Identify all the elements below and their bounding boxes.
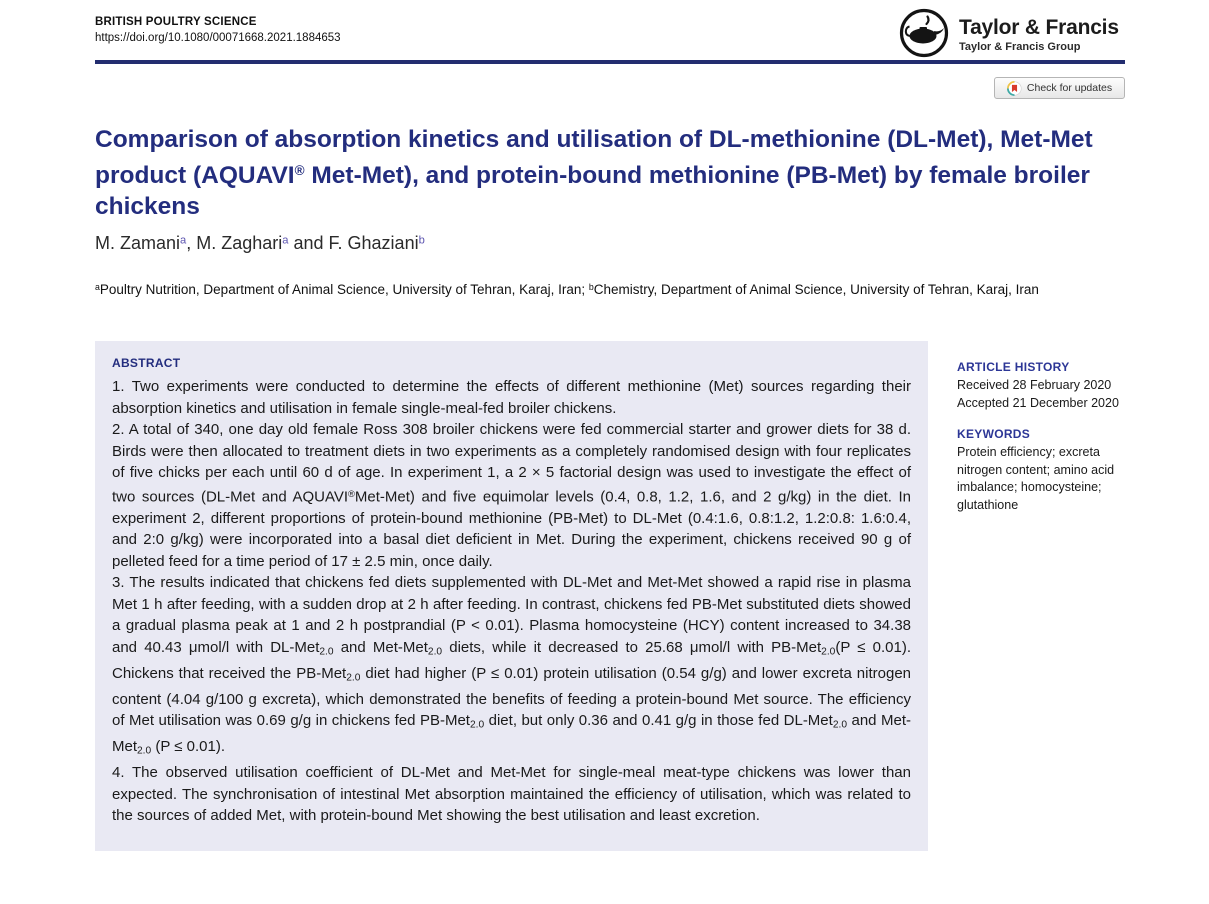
- publisher-text: [959, 14, 1119, 53]
- taylor-francis-logo: [898, 7, 1119, 59]
- article-meta-sidebar: [957, 341, 1130, 514]
- keywords-list: Protein efficiency; excreta nitrogen content; amino acid imbalance; homocysteine; glutathione: [957, 445, 1115, 512]
- abstract-paragraph-3: 3. The results indicated that chickens fed diets supplemented with DL-Met and Met-Met showed a rapid rise in plasma Met 1 h after feeding, with a sudden drop at 2 h after feeding. In contrast, chickens fed PB-Met substituted diets showed a gradual plasma peak at 1 and 2 h postprandial (P < 0.01). Plasma homocysteine (HCY) content increased to 34.38 and 40.43 μmol/l with DL-Met$_{2.0}$ and Met-Met$_{2.0}$ diets, while it decreased to 25.68 μmol/l with PB-Met$_{2.0}$(P ≤ 0.01). Chickens that received the PB-Met$_{2.0}$ diet had higher (P ≤ 0.01) protein utilisation (0.54 g/g) and lower excreta nitrogen content (4.04 g/100 g excreta), which demonstrated the benefits of feeding a protein-bound Met source. The efficiency of Met utilisation was 0.69 g/g in chickens fed PB-Met$_{2.0}$ diet, but only 0.36 and 0.41 g/g in those fed DL-Met$_{2.0}$ and Met-Met$_{2.0}$ (P ≤ 0.01).: [112, 574, 911, 757]
- abstract-paragraph-1: 1. Two experiments were conducted to determine the effects of different methionine (Met) sources regarding their absorption kinetics and utilisation in female single-meal-fed broiler chickens.: [112, 378, 911, 417]
- header-rule: [95, 60, 1125, 64]
- author-list: M. Zamani$^a$, M. Zaghari$^a$ and F. Ghaziani$^b$: [95, 233, 425, 253]
- affiliations: $^a$Poultry Nutrition, Department of Animal Science, University of Tehran, Karaj, Iran; $^b$Chemistry, Department of Animal Science, University of Tehran, Karaj, Iran: [95, 281, 1039, 297]
- received-date: Received 28 February 2020: [957, 378, 1112, 392]
- article-title: Comparison of absorption kinetics and utilisation of DL-methionine (DL-Met), Met-Met product (AQUAVI® Met-Met), and protein-bound methionine (PB-Met) by female broiler chickens: [95, 126, 1093, 221]
- abstract-section: [95, 341, 1130, 851]
- journal-name: BRITISH POULTRY SCIENCE: [95, 16, 257, 28]
- check-for-updates-label: Check for updates: [1026, 82, 1113, 94]
- journal-info: [95, 16, 341, 44]
- publisher-name: Taylor & Francis: [959, 15, 1119, 39]
- abstract-heading: ABSTRACT: [112, 356, 181, 370]
- doi-link[interactable]: https://doi.org/10.1080/00071668.2021.1884653: [95, 32, 341, 44]
- crossmark-icon: [1007, 81, 1022, 96]
- lamp-icon: [898, 7, 950, 59]
- abstract-box: [95, 341, 928, 851]
- keywords-heading: KEYWORDS: [957, 427, 1031, 441]
- article-history-heading: ARTICLE HISTORY: [957, 360, 1070, 374]
- abstract-paragraph-4: 4. The observed utilisation coefficient of DL-Met and Met-Met for single-meal meat-type chickens was lower than expected. The synchronisation of intestinal Met absorption maintained the efficiency of utilisation, which was related to the sources of added Met, with protein-bound Met showing the best utilisation and least excretion.: [112, 764, 911, 825]
- accepted-date: Accepted 21 December 2020: [957, 395, 1119, 410]
- abstract-paragraph-2: 2. A total of 340, one day old female Ross 308 broiler chickens were fed commercial starter and grower diets for 38 d. Birds were then allocated to treatment diets in two experiments as a completely randomised design with four replicates of five chicks per each until 60 d of age. In experiment 1, a 2 × 5 factorial design was used to investigate the effect of two sources (DL-Met and AQUAVI®Met-Met) and five equimolar levels (0.4, 0.8, 1.2, 1.6, and 2 g/kg) in the diet. In experiment 2, different proportions of protein-bound methionine (PB-Met) to DL-Met (0.4:1.6, 0.8:1.2, 1.2:0.8: 1.6:0.4, and 2:0 g/kg) were incorporated into a basal diet deficient in Met. During the experiment, chickens received 90 g of pelleted feed for a time period of 17 ± 2.5 min, once daily.: [112, 421, 911, 570]
- publisher-group: Taylor & Francis Group: [959, 40, 1081, 53]
- check-for-updates-button[interactable]: [994, 77, 1125, 99]
